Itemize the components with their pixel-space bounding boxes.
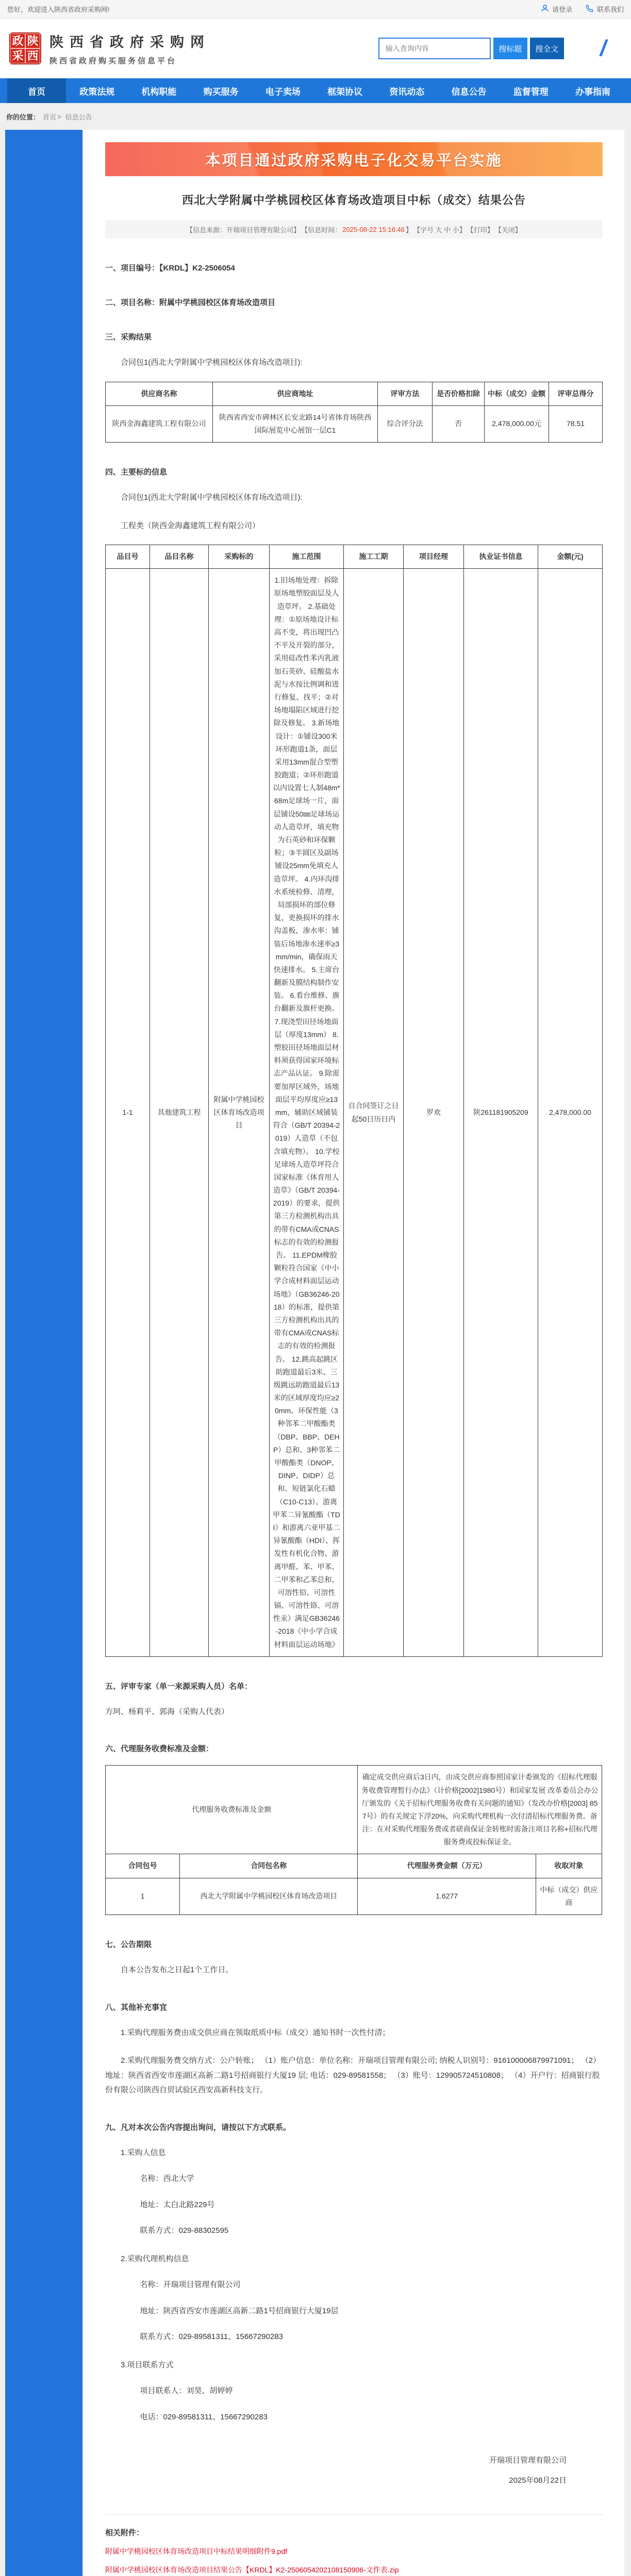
subject: 附属中学桃园校区体育场改造项目 [209,569,270,1657]
section-9-heading: 九、凡对本次公告内容提出询问，请按以下方式联系。 [105,2122,603,2132]
col-total-score: 评审总得分 [549,382,603,405]
nav-item-news[interactable]: 资讯动态 [376,78,438,103]
payer: 中标（成交）供应商 [536,1878,602,1914]
breadcrumb-separator: > [57,113,61,121]
breadcrumb [0,103,631,130]
col-project-manager: 项目经理 [404,545,464,569]
section-3-intro: 合同包1(西北大学附属中学桃园校区体育场改造项目): [105,355,603,370]
site-subtitle: 陕西省政府购买服务信息平台 [49,55,210,66]
col-review-method: 评审方法 [378,382,433,405]
nav-item-functions[interactable]: 机构职能 [128,78,190,103]
col-cert-info: 执业证书信息 [464,545,538,569]
col-price-deduction: 是否价格扣除 [433,382,485,405]
fee-standard-label: 代理服务收费标准及金额 [106,1766,358,1854]
col-construction-period: 施工工期 [344,545,404,569]
col-item-no: 品目号 [106,545,150,569]
table-header-row [106,1854,602,1878]
col-supplier-name: 供应商名称 [106,382,213,405]
section-8-heading: 八、其他补充事宜 [105,2002,603,2012]
search-fulltext-button[interactable]: 搜全文 [530,38,564,59]
agency-address: 地址：陕西省西安市莲湖区高新二路1号招商银行大厦19层 [105,2304,603,2319]
col-award-amount: 中标（成交）金额 [485,382,549,405]
main-nav [0,78,631,103]
section-8-p2: 2.采购代理服务费交纳方式：公户转账； （1）账户信息：单位名称：开瑞项目管理有限公司; 纳税人识别号：916100006879971091； （2）地址：陕西省西安市莲湖区高新二路1号招商银行大厦19 层; 电话：029-89581558； （3）账号：129905724510808； （4）开户行：招商银行股份有限公司陕西自贸试验区西安高新科技支行。 [105,2054,603,2098]
section-5-heading: 五、评审专家（单一来源采购人员）名单： [105,1681,603,1691]
construction-period: 自合同签订之日起50日历日内 [344,569,404,1657]
nav-item-framework[interactable]: 框架协议 [314,78,376,103]
attachment-link-result-zip[interactable]: 附属中学桃园校区体育场改造项目结果公告【KRDL】K2-2506054202108150906-文件表.zip [105,2565,603,2575]
project-contact-person: 项目联系人：刘昊、胡婷婷 [105,2384,603,2399]
nav-item-purchase-service[interactable]: 购买服务 [190,78,252,103]
nav-item-supervision[interactable]: 监督管理 [500,78,562,103]
table-row [106,569,603,1657]
slash-decoration: / [600,36,606,61]
info-time: 2025-08-22 15:16:46 [342,226,405,233]
attachment-link-detail-pdf[interactable]: 附属中学桃园校区体育场改造项目中标结果明细附件9.pdf [105,2546,603,2556]
section-2-heading: 二、项目名称：附属中学桃园校区体育场改造项目 [105,297,603,308]
review-method: 综合评分法 [378,405,433,442]
package-no: 1 [106,1878,180,1914]
search-title-button[interactable]: 搜标题 [493,38,527,59]
logo-char: 采 [10,48,25,63]
nav-item-notices[interactable]: 信息公告 [438,78,500,103]
page-title: 西北大学附属中学桃园校区体育场改造项目中标（成交）结果公告 [105,192,603,208]
amount: 2,478,000.00 [538,569,603,1657]
purchaser-info-title: 1.采购人信息 [105,2146,603,2161]
procurement-result-table [105,382,603,443]
nav-item-home[interactable]: 首页 [7,78,66,103]
purchaser-tel: 联系方式：029-88302595 [105,2224,603,2239]
section-3-heading: 三、采购结果 [105,331,603,342]
agency-name: 名称：开瑞项目管理有限公司 [105,2278,603,2293]
supplier-address: 陕西省西安市碑林区长安北路14号省体育场陕西国际展览中心展馆一层C1 [213,405,378,442]
left-blue-strip [5,130,82,2576]
fee-merged-row [106,1766,602,1854]
cert-info: 陕261181905209 [464,569,538,1657]
col-fee-amount: 代理服务费金额（万元） [358,1854,536,1878]
nav-item-e-mall[interactable]: 电子卖场 [252,78,314,103]
attachments-label: 相关附件： [105,2527,603,2538]
topbar [0,0,631,19]
contact-link[interactable] [586,4,624,14]
search-input[interactable] [378,38,491,59]
col-package-no: 合同包号 [106,1854,180,1878]
nav-item-guide[interactable]: 办事指南 [562,78,624,103]
info-time-label: 【信息时间： [301,225,341,234]
fee-standard-text: 确定成交供应商后3日内，由成交供应商参照国家计委颁发的《招标代理服务收费管理暂行办法》（计价格[2002]1980号）和国家发展 改革委员会办公厅颁发的《关于招标代理服务收费有关问题的通知》（发改办价格[2003] 857号）的有关规定下浮20%，向采购代理机构一次付清招标代理服务费。备注：在对采购代理服务费或者磋商保证金转账时需备注项目名称+招标代理服务费或投标保证金。 [358,1766,602,1854]
section-1-heading: 一、项目编号：【KRDL】K2-2506054 [105,262,603,273]
print-button[interactable]: 【打印】 [467,225,494,234]
table-header-row [106,545,603,569]
col-package-name: 合同包名称 [180,1854,358,1878]
purchaser-address: 地址：太白北路229号 [105,2198,603,2213]
supplier-name: 陕西金海鑫建筑工程有限公司 [106,405,213,442]
section-7-body: 自本公告发布之日起1个工作日。 [105,1963,603,1978]
info-time-close: 】 [406,225,412,234]
signature-company: 开瑞项目管理有限公司 [105,2450,567,2470]
section-6-heading: 六、代理服务收费标准及金额： [105,1743,603,1754]
info-source: 【信息来源：开瑞项目管理有限公司】 [186,225,300,234]
search-area [378,38,564,59]
purchaser-name: 名称：西北大学 [105,2172,603,2187]
col-payer: 收取对象 [536,1854,602,1878]
construction-scope: 1.旧场地处理：拆除原场地塑胶面层及人造草坪。 2.基础处理：①原场地设计标高不变，将出现凹凸不平及开裂的部分，采用硅改性苯丙乳液加石英砂、硅酸盐水泥与水按比例调和进行修复、找平；②对场地塌陷区域进行挖除及修复。 3.新场地设计：①铺设300米环形跑道1条，面层采用13mm混合型塑胶跑道；②环形跑道以内设置七人制48m*68m足球场一片，面层铺设50㎜足球场运动人造草坪，填充物为石英砂和环保颗粒；③半圆区及副场铺设25mm免填充人造草坪。 4.内环沟排水系统检修、清理，局部损坏的部位修复，更换损坏的排水沟盖板，渗水率：铺装后场地渗水速率≥3mm/min，确保雨天快速排水。 5.主席台翻新及膜结构制作安装。 6.看台维修、旗台翻新及旗杆更换。 7.现浇型田径场地面层（厚度13mm） 8.塑胶田径场地面层材料须获得国家环境标志产品认证。 9.除需要加厚区域外，场地面层平均厚度应≥13mm，辅助区域铺装符合（GB/T 20394-2019）人造草（不包含填充物）。 10.学校足球场人造草坪符合国家标准《体育用人造草》（GB/T 20394-2019）的要求，提供第三方检测机构出具的带有CMA或CNAS标志的有效的检测报告。 11.EPDM橡胶颗粒符合国家《中小学合成材料面层运动场地》（GB36246-2018）的标准，提供第三方检测机构出具的带有CMA或CNAS标志的有效的检测报告。 12.跳高起跳区助跑道最后3米、三级跳远助跑道最后13米的区域厚度均应≥20mm。环保性能（3种邻苯二甲酸酯类（DBP、BBP、DEHP）总和、3种邻苯二甲酸酯类（DNOP、DINP、DIDP）总和、短链氯化石蜡（C10-C13）、游离甲苯二异氰酸酯（TDI）和游离六亚甲基二异氰酸酯（HDI）、挥发性有机化合物、游离甲醛、苯、甲苯、二甲苯和乙苯总和、可溶性铅、可溶性镉、可溶性铬、可溶性汞）满足GB36246-2018《中小学合成材料面层运动场地》 [270,569,344,1657]
section-4-intro2: 工程类（陕西金海鑫建筑工程有限公司） [105,519,603,534]
section-8-p1: 1.采购代理服务费由成交供应商在领取纸质中标（成交）通知书时一次性付清； [105,2026,603,2041]
notice-card [84,130,624,2576]
nav-item-policy[interactable]: 政策法规 [66,78,128,103]
phone-icon [586,4,594,14]
section-4-heading: 四、主要标的信息 [105,466,603,477]
total-score: 78.51 [549,405,603,442]
breadcrumb-current[interactable]: 信息公告 [65,112,92,122]
site-header [0,19,631,78]
logo-char: 西 [25,48,40,63]
site-title: 陕西省政府采购网 [49,31,210,51]
subject-info-table [105,545,603,1657]
agency-fee-table [105,1765,602,1915]
section-5-body: 方珂、杨莉平、郭海（采购人代表） [105,1705,603,1720]
item-name: 其他建筑工程 [150,569,209,1657]
login-link[interactable] [541,4,572,14]
item-no: 1-1 [106,569,150,1657]
logo-char: 政 [10,33,25,48]
col-subject: 采购标的 [209,545,270,569]
agency-info-title: 2.采购代理机构信息 [105,2252,603,2267]
section-4-intro1: 合同包1(西北大学附属中学桃园校区体育场改造项目): [105,490,603,505]
fee-amount: 1.6277 [358,1878,536,1914]
package-name: 西北大学附属中学桃园校区体育场改造项目 [180,1878,358,1914]
signature-block [105,2450,603,2490]
contact-label: 联系我们 [597,4,624,14]
col-amount: 金额(元) [538,545,603,569]
table-header-row [106,382,603,405]
signature-date: 2025年08月22日 [105,2470,567,2490]
logo-char: 陕 [25,33,40,48]
article-meta-bar [105,220,603,239]
project-contact-title: 3.项目联系方式 [105,2358,603,2373]
agency-tel: 联系方式：029-89581311、15667290283 [105,2330,603,2345]
project-manager: 罗欢 [404,569,464,1657]
attachments-section [105,2514,603,2576]
table-row [106,1878,602,1914]
login-label: 请登录 [552,4,572,14]
platform-banner: 本项目通过政府采购电子化交易平台实施 [105,142,603,176]
col-item-name: 品目名称 [150,545,209,569]
col-construction-scope: 施工范围 [270,545,344,569]
project-contact-tel: 电话：029-89581311、15667290283 [105,2410,603,2425]
close-button[interactable]: 【关闭】 [495,225,522,234]
breadcrumb-home[interactable]: 首页 [43,112,56,122]
award-amount: 2,478,000.00元 [485,405,549,442]
col-supplier-address: 供应商地址 [213,382,378,405]
table-row [106,405,603,442]
site-logo [9,32,41,64]
price-deduction: 否 [433,405,485,442]
welcome-text: 您好，欢迎进入陕西省政府采购网! [7,4,110,14]
font-size-controls[interactable]: 【字号 大 中 小】 [413,225,466,234]
breadcrumb-label: 你的位置： [6,112,40,122]
section-7-heading: 七、公告期限 [105,1939,603,1950]
user-icon [541,4,549,14]
